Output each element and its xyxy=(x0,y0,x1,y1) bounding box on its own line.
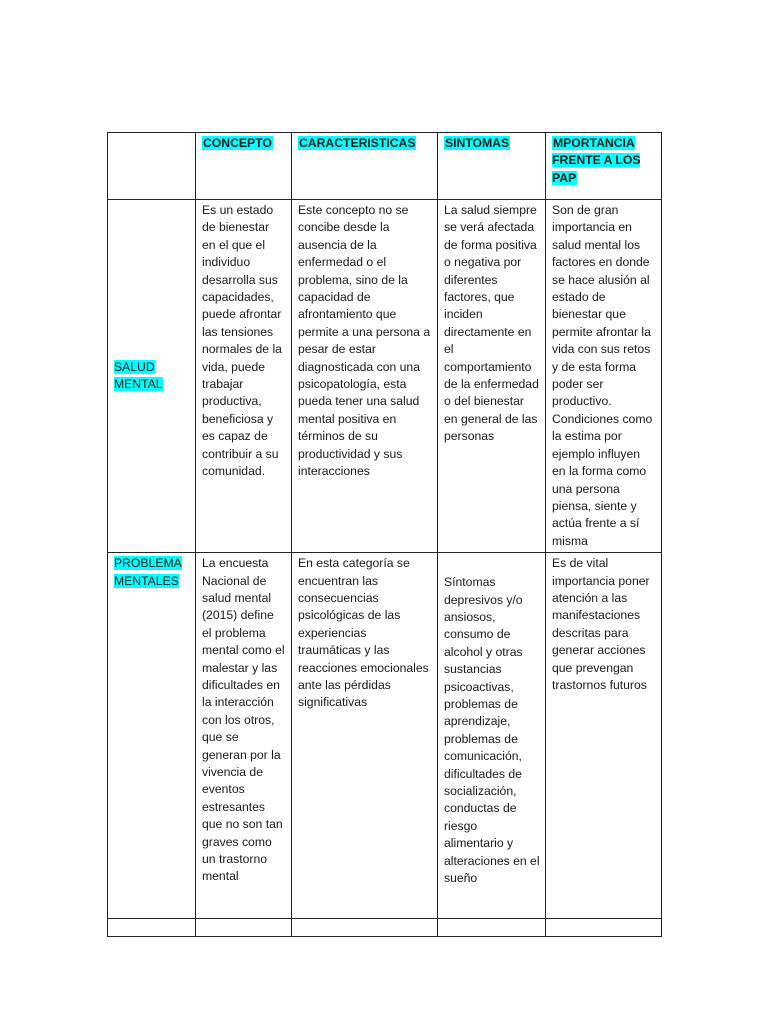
row-label-salud-mental: SALUD MENTAL xyxy=(114,359,163,392)
row-label-cell xyxy=(108,200,196,553)
table-row xyxy=(108,553,662,919)
concept-table xyxy=(107,132,662,937)
header-cell-concepto xyxy=(196,133,292,200)
cell-caracteristicas: Este concepto no se concibe desde la ausencia de la enfermedad o el problema, sino de la capacidad de afrontamiento que permite a una persona a pesar de estar diagnosticada con una psicopatología, esta pueda tener una salud mental positiva en términos de su productividad y sus interacciones xyxy=(292,200,438,553)
cell-sintomas: Síntomas depresivos y/o ansiosos, consumo de alcohol y otras sustancias psicoactivas, problemas de aprendizaje, problemas de comunicación, dificultades de socialización, conductas de riesgo alimentario y alteraciones en el sueño xyxy=(438,553,546,919)
cell-sintomas: La salud siempre se verá afectada de forma positiva o negativa por diferentes factores, que inciden directamente en el comportamiento de la enfermedad o del bienestar en general de las personas xyxy=(438,200,546,553)
header-cell-importancia xyxy=(546,133,662,200)
empty-cell xyxy=(292,919,438,937)
header-caracteristicas: CARACTERISTICAS xyxy=(299,136,416,150)
row-label-cell xyxy=(108,553,196,919)
empty-cell xyxy=(108,919,196,937)
cell-concepto: La encuesta Nacional de salud mental (2015) define el problema mental como el malestar y las dificultades en la interacción con los otros, que se generan por la vivencia de eventos estresantes que no son tan graves como un trastorno mental xyxy=(196,553,292,919)
cell-caracteristicas: En esta categoría se encuentran las consecuencias psicológicas de las experiencias traumáticas y las reacciones emocionales ante las pérdidas significativas xyxy=(292,553,438,919)
row-label-problema-mentales: PROBLEMA MENTALES xyxy=(114,556,182,588)
cell-concepto: Es un estado de bienestar en el que el individuo desarrolla sus capacidades, puede afrontar las tensiones normales de la vida, puede trabajar productiva, beneficiosa y es capaz de contribuir a su comunidad. xyxy=(196,200,292,553)
empty-cell xyxy=(196,919,292,937)
header-cell-sintomas xyxy=(438,133,546,200)
header-cell-caracteristicas xyxy=(292,133,438,200)
header-sintomas: SINTOMAS xyxy=(445,136,510,150)
header-cell-empty xyxy=(108,133,196,200)
empty-cell xyxy=(546,919,662,937)
table-header-row xyxy=(108,133,662,200)
table-row xyxy=(108,200,662,553)
header-importancia: MPORTANCIA FRENTE A LOS PAP xyxy=(552,136,641,185)
cell-importancia: Son de gran importancia en salud mental los factores en donde se hace alusión al estado de bienestar que permite afrontar la vida con sus retos y de esta forma poder ser productivo. Condiciones como la estima por ejemplo influyen en la forma como una persona piensa, siente y actúa frente a sí misma xyxy=(546,200,662,553)
empty-cell xyxy=(438,919,546,937)
header-concepto: CONCEPTO xyxy=(203,136,272,150)
cell-importancia: Es de vital importancia poner atención a las manifestaciones descritas para generar acciones que prevengan trastornos futuros xyxy=(546,553,662,919)
table-row-empty xyxy=(108,919,662,937)
